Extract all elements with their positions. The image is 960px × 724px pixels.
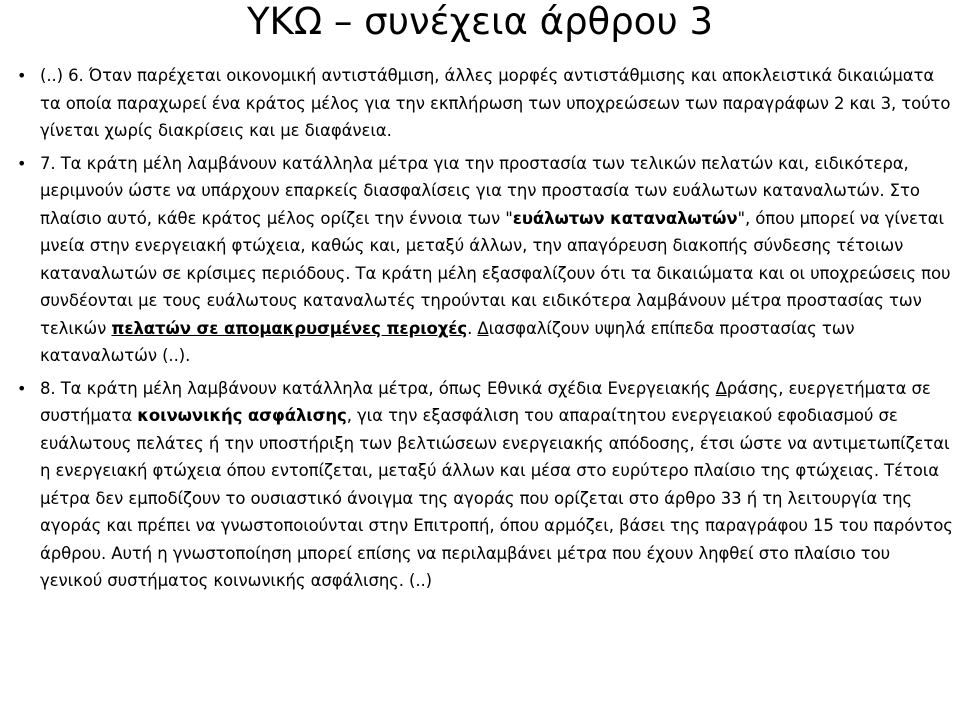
bullet-text <box>40 379 953 591</box>
text-segment: , για την εξασφάλιση του απαραίτητου ενεργειακού εφοδιασμού σε ευάλωτους πελάτες ή την υποστήριξη των βελτιώσεων ενεργειακής απόδοσης, έτσι ώστε να αντιμετωπίζεται η ενεργειακή φτώχεια όπου εντοπίζεται, μεταξύ άλλων και μέσα στο ευρύτερο πλαίσιο της φτώχειας. Τέτοια μέτρα δεν εμποδίζουν το ουσιαστικό άνοιγμα της αγοράς που ορίζεται στο άρθρο 33 ή τη λειτουργία της αγοράς και πρέπει να γνωστοποιούνται στην Επιτροπή, όπου αρμόζει, βάσει της παραγράφου 15 του παρόντος άρθρου. Αυτή η γνωστοποίηση μπορεί επίσης να περιλαμβάνει μέτρα που έχουν ληφθεί στο πλαίσιο του γενικού συστήματος κοινωνικής ασφάλισης. (..) <box>40 406 953 590</box>
text-segment: (..) 6. Όταν παρέχεται οικονομική αντιστάθμιση, άλλες μορφές αντιστάθμισης και αποκλειστικά δικαιώματα τα οποία παραχωρεί ένα κράτος μέλος για την εκπλήρωση των υποχρεώσεων των παραγράφων 2 και 3, τούτο γίνεται χωρίς διακρίσεις και με διαφάνεια. <box>40 66 951 140</box>
text-segment: ιασφαλίζουν υψηλά επίπεδα προστασίας των καταναλωτών (..). <box>40 318 855 365</box>
text-segment: . <box>467 318 478 338</box>
slide-title: ΥΚΩ – συνέχεια άρθρου 3 <box>246 0 714 43</box>
bullet-dot-icon: • <box>17 153 27 173</box>
text-segment: ", όπου μπορεί να γίνεται μνεία στην ενεργειακή φτώχεια, καθώς και, μεταξύ άλλων, την απαγόρευση διακοπής σύνδεσης τέτοιων καταναλωτών σε κρίσιμες περιόδους. Τα κράτη μέλη εξασφαλίζουν ότι τα δικαιώματα και οι υποχρεώσεις που συνδέονται με τους ευάλωτους καταναλωτές τηρούνται και ειδικότερα λαμβάνουν μέτρα προστασίας των τελικών <box>40 208 951 338</box>
bullet-item-7 <box>10 150 954 370</box>
bullet-dot-icon: • <box>17 378 27 398</box>
bold-phrase: κοινωνικής ασφάλισης <box>137 406 347 425</box>
bullet-text <box>40 66 950 140</box>
bold-underlined-phrase: πελατών σε απομακρυσμένες περιοχές <box>111 318 468 338</box>
bullet-text <box>40 154 950 366</box>
text-segment: ράσης, ευεργετήματα σε συστήματα <box>40 378 931 425</box>
underlined-letter: Δ <box>477 318 489 338</box>
text-segment: 8. Τα κράτη μέλη λαμβάνουν κατάλληλα μέτρα, όπως Εθνικά σχέδια Ενεργειακής <box>40 378 716 398</box>
bullet-item-8 <box>10 375 954 595</box>
bullet-dot-icon: • <box>17 66 27 85</box>
underlined-letter: Δ <box>715 378 727 398</box>
bullet-item-6 <box>10 62 954 145</box>
bullet-list <box>10 62 954 595</box>
bold-phrase: ευάλωτων καταναλωτών <box>512 208 738 228</box>
text-segment: 7. Τα κράτη μέλη λαμβάνουν κατάλληλα μέτρα για την προστασία των τελικών πελατών και, ειδικότερα, μεριμνούν ώστε να υπάρχουν επαρκείς διασφαλίσεις για την προστασία των ευάλωτων καταναλωτών. Στο πλαίσιο αυτό, κάθε κράτος μέλος ορίζει την έννοια των " <box>40 153 920 228</box>
